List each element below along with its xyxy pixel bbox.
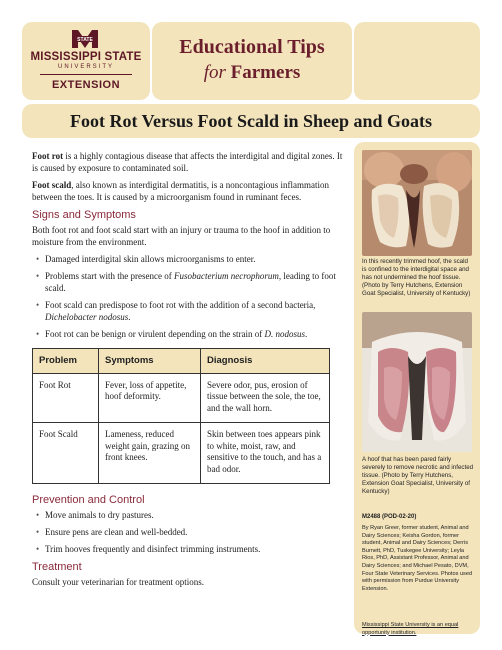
table-cell: Skin between toes appears pink to white, moist, raw, and sensitive to the touch, and has a bad odor. (201, 423, 330, 484)
table-row (33, 373, 330, 423)
photo-caption-2: A hoof that has been pared fairly severely to remove necrotic and infected tissue. (Photo by Terry Hutchens, Extension Goat Specialist, University of Kentucky) (362, 456, 474, 495)
col-header-diagnosis: Diagnosis (201, 349, 330, 374)
term-foot-scald: Foot scald (32, 180, 72, 190)
main-content (32, 150, 348, 593)
series-title-farmers: Farmers (225, 62, 301, 83)
svg-text:STATE: STATE (77, 37, 93, 43)
msu-extension-logo (22, 22, 150, 100)
table-header-row (33, 349, 330, 374)
heading-treatment: Treatment (32, 561, 82, 573)
term-foot-rot: Foot rot (32, 151, 64, 161)
title-bar (22, 104, 480, 138)
equal-opportunity-link[interactable]: Mississippi State University is an equal opportunity institution. (362, 622, 459, 636)
prevention-list (36, 509, 348, 555)
logo-university-name: MISSISSIPPI STATE (30, 51, 142, 63)
list-item: • Foot scald can predispose to foot rot with the addition of a second bacteria, Dichelobacter nodosus. (36, 299, 348, 323)
table-cell: Severe odor, pus, erosion of tissue between the sole, the toe, and the wall horn. (201, 373, 330, 423)
table-cell: Foot Scald (33, 423, 99, 484)
logo-university-word: UNIVERSITY (57, 64, 114, 70)
col-header-problem: Problem (33, 349, 99, 374)
series-title-panel (152, 22, 352, 100)
page-title: Foot Rot Versus Foot Scald in Sheep and Goats (69, 111, 433, 131)
list-item: • Problems start with the presence of Fusobacterium necrophorum, leading to foot scald. (36, 270, 348, 294)
msu-shield-icon (70, 28, 100, 50)
signs-list (36, 253, 348, 340)
heading-signs: Signs and Symptoms (32, 209, 136, 221)
series-title-for: for (203, 62, 226, 83)
list-item: • Ensure pens are clean and well-bedded. (36, 526, 348, 538)
header-right-panel (354, 22, 480, 100)
heading-prevention: Prevention and Control (32, 494, 145, 506)
series-title-line1: Educational Tips (179, 36, 325, 58)
col-header-symptoms: Symptoms (99, 349, 201, 374)
table-cell: Fever, loss of appetite, hoof deformity. (99, 373, 201, 423)
hoof-photo-scald (362, 150, 472, 256)
signs-lead: Both foot rot and foot scald start with an injury or trauma to the hoof in addition to moisture from the environment. (32, 225, 331, 247)
list-item: • Foot rot can be benign or virulent depending on the strain of D. nodosus. (36, 328, 348, 340)
intro-foot-scald (32, 179, 348, 203)
list-item: • Trim hooves frequently and disinfect trimming instruments. (36, 543, 348, 555)
sidebar (354, 142, 480, 634)
photo-caption-1: In this recently trimmed hoof, the scald is confined to the interdigital space and has not undermined the hoof tissue. (Photo by Terry Hutchens, Extension Goat Specialist, University of Kentucky) (362, 258, 471, 297)
logo-divider (40, 74, 132, 75)
treatment-text: Consult your veterinarian for treatment options. (32, 577, 204, 587)
table-cell: Foot Rot (33, 373, 99, 423)
hoof-photo-pared (362, 312, 472, 452)
table-row (33, 423, 330, 484)
table-cell: Lameness, reduced weight gain, grazing on front knees. (99, 423, 201, 484)
series-title-line2 (152, 62, 352, 84)
list-item: • Damaged interdigital skin allows microorganisms to enter. (36, 253, 348, 265)
publication-code: M2488 (POD-02-20) (362, 514, 417, 520)
intro-foot-rot (32, 150, 348, 174)
def-foot-rot: is a highly contagious disease that affects the interdigital and digital zones. It is caused by exposure to contaminated soil. (32, 151, 343, 173)
list-item: • Move animals to dry pastures. (36, 509, 348, 521)
def-foot-scald: , also known as interdigital dermatitis, is a noncontagious inflammation between the toes. It is caused by a microorganism found in ruminant feces. (32, 180, 329, 202)
author-credits: By Ryan Greer, former student, Animal and Dairy Sciences; Keisha Gordon, former student, Animal and Dairy Sciences; Derris Burnett, PhD, Tuskegee University; Leyla Rios, PhD, Assistant Professor, Animal and Dairy Sciences; and Michael Pesato, DVM, Four State Veterinary Services. Photos used with permission from Purdue University Extension. (362, 525, 473, 592)
logo-extension: EXTENSION (51, 79, 121, 91)
comparison-table (32, 348, 330, 484)
